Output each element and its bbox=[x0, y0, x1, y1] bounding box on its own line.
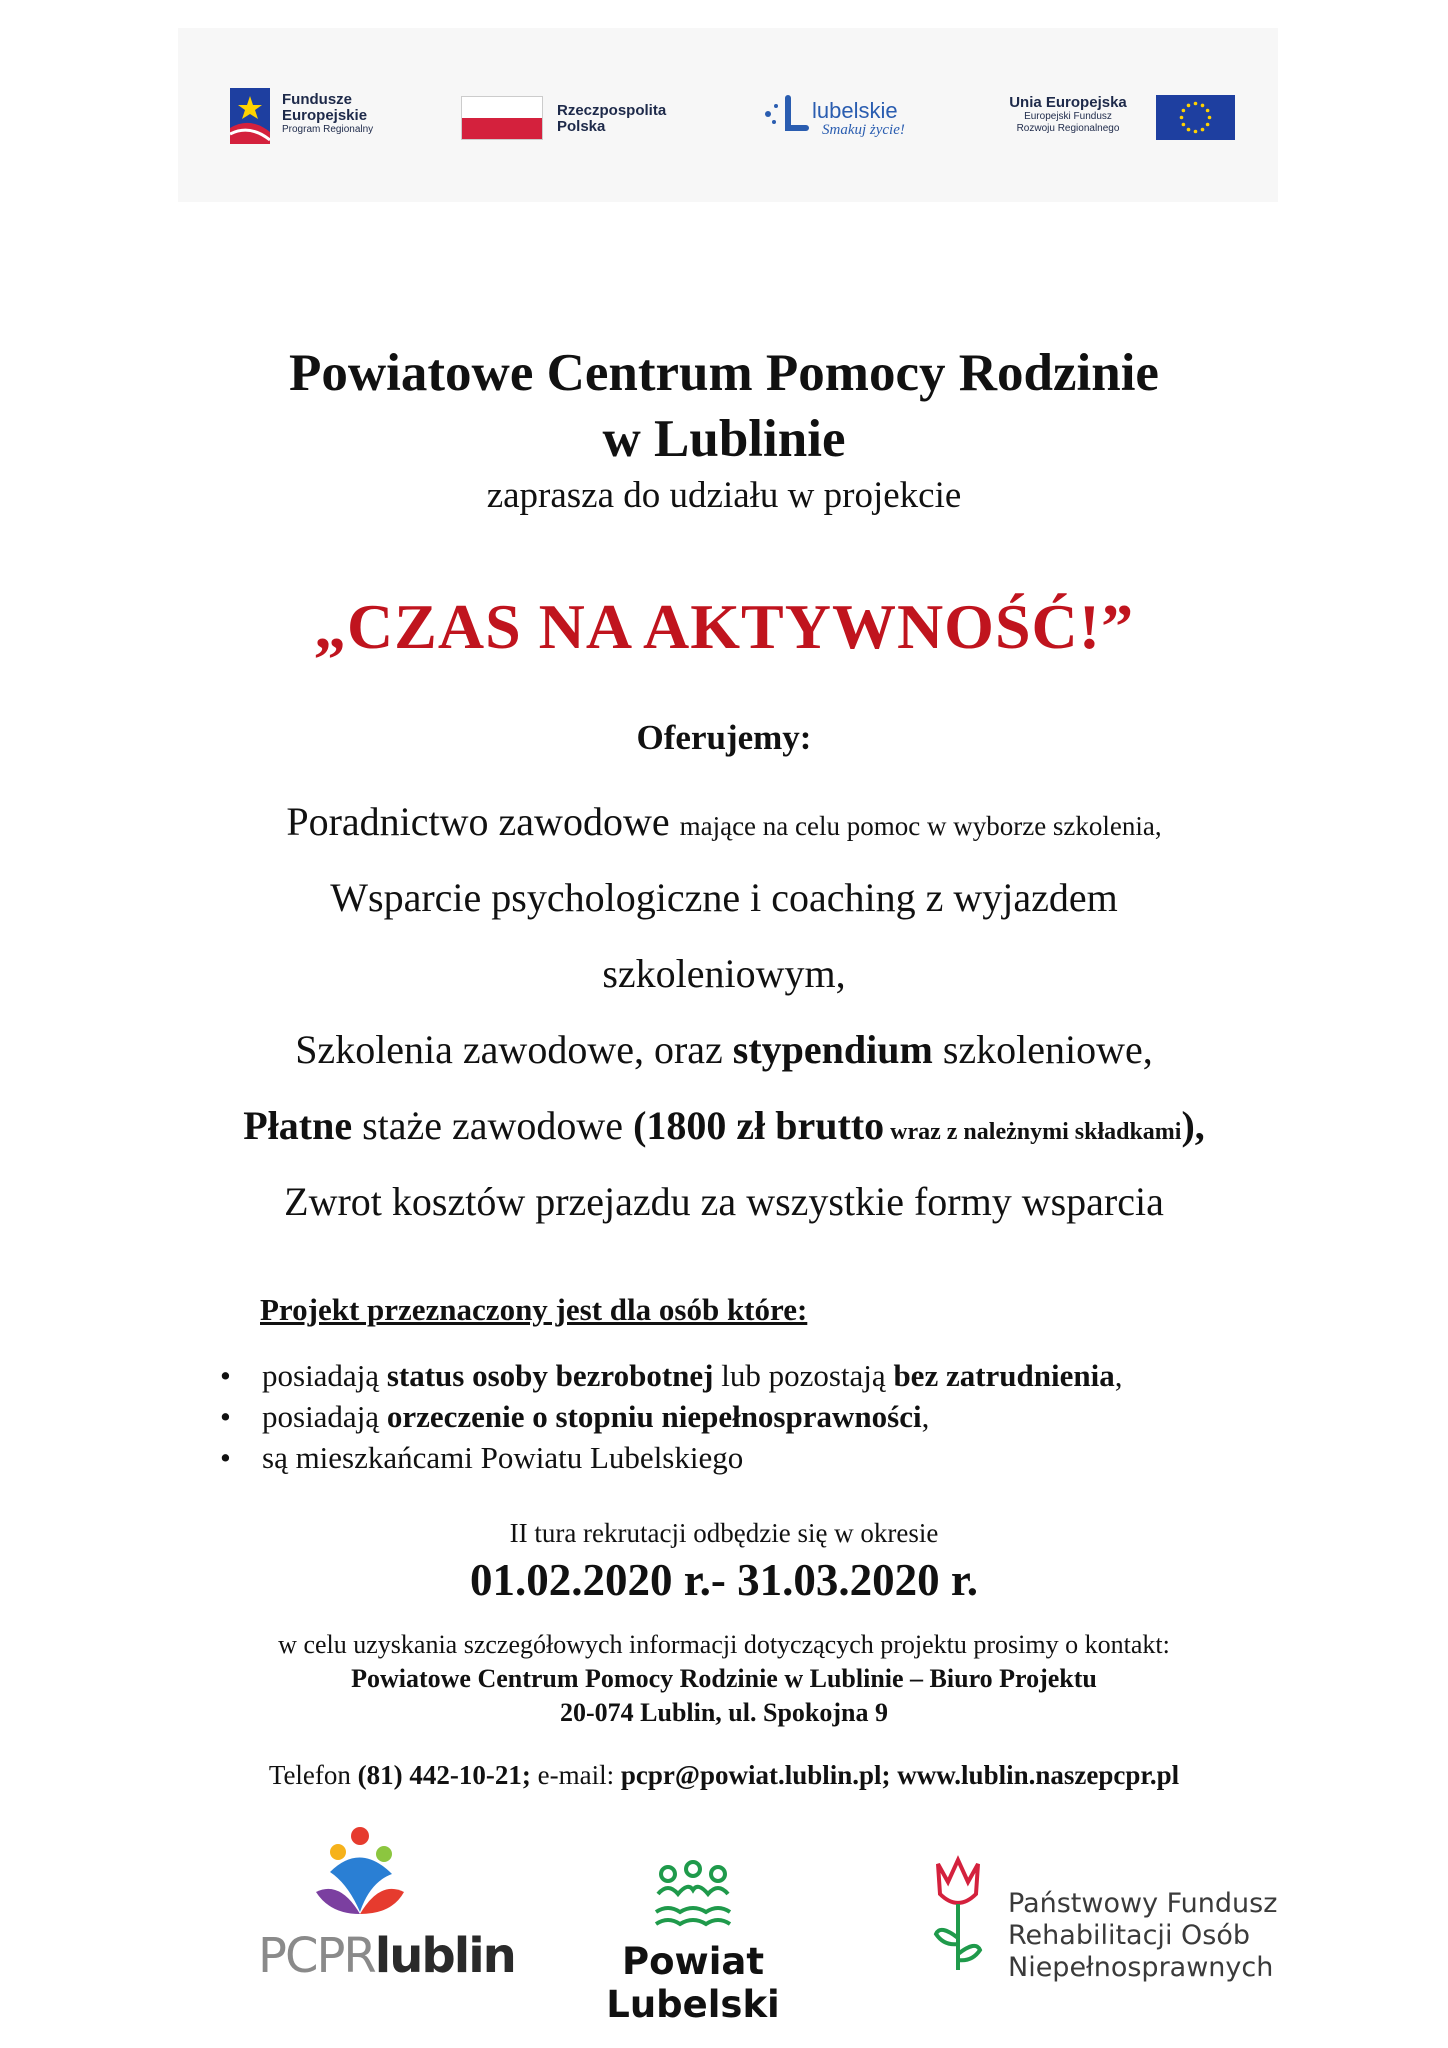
pcpr-figures-icon bbox=[300, 1822, 420, 1932]
offer-line-2a: Wsparcie psychologiczne i coaching z wyjazdem bbox=[330, 875, 1118, 920]
lubelskie-name: lubelskie bbox=[812, 98, 898, 123]
contact-line: Telefon (81) 442-10-21; e-mail: pcpr@powiat.lublin.pl; www.lublin.naszepcpr.pl bbox=[268, 1760, 1180, 1790]
offer-line-2b: szkoleniowym, bbox=[602, 951, 846, 996]
organization-city: w Lublinie bbox=[602, 410, 846, 468]
powiat-lubelski-text: Powiat Lubelski bbox=[606, 1940, 780, 2026]
list-item: • posiadają orzeczenie o stopniu niepełnosprawności, bbox=[210, 1396, 1123, 1437]
polish-flag-icon bbox=[461, 96, 543, 140]
eu-flag-icon bbox=[1156, 95, 1235, 140]
project-name: „CZAS NA AKTYWNOŚĆ!” bbox=[313, 591, 1135, 662]
eligibility-list bbox=[210, 1355, 1123, 1478]
eu-text: Unia Europejska Europejski Fundusz Rozwoju Regionalnego bbox=[1009, 94, 1127, 134]
email-link[interactable]: pcpr@powiat.lublin.pl; bbox=[620, 1760, 891, 1790]
offer-heading: Oferujemy: bbox=[636, 718, 812, 757]
pfron-text: Państwowy Fundusz Rehabilitacji Osób Niepełnosprawnych bbox=[1008, 1888, 1278, 1983]
fundusze-europejskie-text: Fundusze Europejskie Program Regionalny bbox=[282, 91, 374, 135]
eligibility-heading: Projekt przeznaczony jest dla osób które: bbox=[260, 1292, 808, 1327]
powiat-crown-icon bbox=[648, 1860, 738, 1932]
website-link[interactable]: www.lublin.naszepcpr.pl bbox=[897, 1760, 1180, 1790]
fundusze-europejskie-logo bbox=[230, 88, 270, 144]
offer-line-5: Zwrot kosztów przejazdu za wszystkie formy wsparcia bbox=[284, 1179, 1164, 1224]
invite-text: zaprasza do udziału w projekcie bbox=[486, 475, 962, 516]
pcpr-logo-text: PCPRlublin bbox=[258, 1928, 515, 1984]
offer-line-3: Szkolenia zawodowe, oraz stypendium szkoleniowe, bbox=[295, 1027, 1153, 1072]
offer-line-1: Poradnictwo zawodowe mające na celu pomoc w wyborze szkolenia, bbox=[286, 799, 1162, 844]
pfron-tulip-icon bbox=[930, 1854, 986, 1974]
rzeczpospolita-polska-text: Rzeczpospolita Polska bbox=[557, 102, 667, 135]
lubelskie-logo-icon bbox=[762, 94, 812, 140]
contact-intro: w celu uzyskania szczegółowych informacji dotyczących projektu prosimy o kontakt: bbox=[278, 1630, 1170, 1659]
list-item: • posiadają status osoby bezrobotnej lub pozostają bez zatrudnienia, bbox=[210, 1355, 1123, 1396]
organization-title: Powiatowe Centrum Pomocy Rodzinie bbox=[289, 344, 1159, 402]
offer-line-4: Płatne staże zawodowe (1800 zł brutto wraz z należnymi składkami), bbox=[243, 1103, 1205, 1148]
contact-org: Powiatowe Centrum Pomocy Rodzinie w Lublinie – Biuro Projektu bbox=[351, 1664, 1097, 1693]
lubelskie-slogan: Smakuj życie! bbox=[822, 122, 905, 138]
recruitment-dates: 01.02.2020 r.- 31.03.2020 r. bbox=[470, 1555, 978, 1605]
contact-address: 20-074 Lublin, ul. Spokojna 9 bbox=[559, 1698, 888, 1727]
list-item: • są mieszkańcami Powiatu Lubelskiego bbox=[210, 1437, 1123, 1478]
recruitment-label: II tura rekrutacji odbędzie się w okresie bbox=[509, 1518, 939, 1548]
